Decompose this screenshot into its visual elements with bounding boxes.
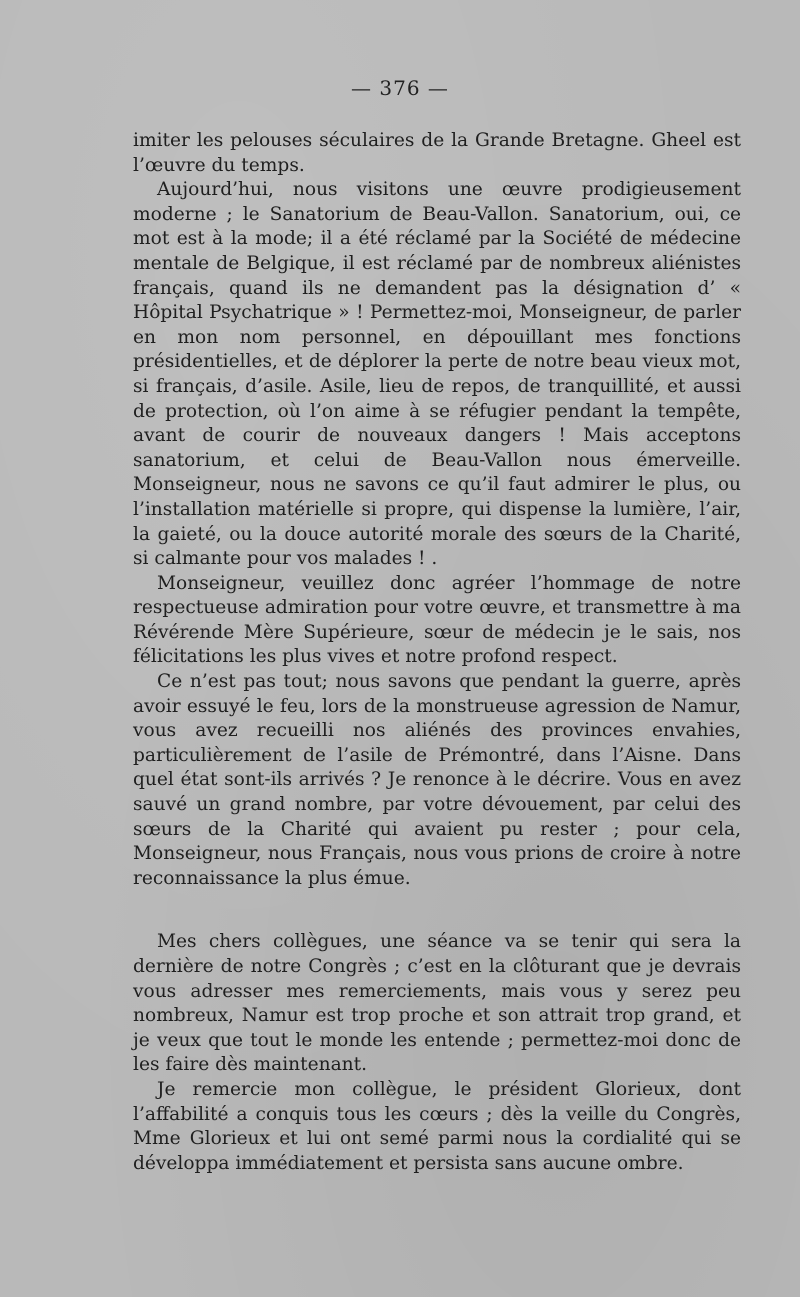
- paragraph: Je remercie mon collègue, le président Glorieux, dont l’affabilité a conquis tous les cœurs ; dès la veille du Congrès, Mme Glorieux et lui ont semé parmi nous la cordialité qui se développa immédiatement et persista sans aucune ombre.: [133, 1078, 741, 1174]
- paragraph: imiter les pelouses séculaires de la Grande Bretagne. Gheel est l’œuvre du temps.: [133, 130, 741, 176]
- section-gap: [133, 891, 741, 930]
- page-number: — 376 —: [351, 76, 449, 100]
- paragraph: Monseigneur, veuillez donc agréer l’hommage de notre respectueuse admiration pour votre œuvre, et transmettre à ma Révérende Mère Supérieure, sœur de médecin je le sais, nos félicitations les plus vives et notre profond respect.: [133, 572, 741, 668]
- body-text: [133, 129, 741, 1176]
- paragraph: Aujourd’hui, nous visitons une œuvre prodigieusement moderne ; le Sanatorium de Beau-Vallon. Sanatorium, oui, ce mot est à la mode; il a été réclamé par la Société de médecine mentale de Belgique, il est réclamé par de nombreux aliénistes français, quand ils ne demandent pas la désignation d’ « Hôpital Psychatrique » ! Permettez-moi, Monseigneur, de parler en mon nom personnel, en dépouillant mes fonctions présidentielles, et de déplorer la perte de notre beau vieux mot, si français, d’asile. Asile, lieu de repos, de tranquillité, et aussi de protection, où l’on aime à se réfugier pendant la tempête, avant de courir de nouveaux dangers ! Mais acceptons sanatorium, et celui de Beau-Vallon nous émerveille. Monseigneur, nous ne savons ce qu’il faut admirer le plus, ou l’installation matérielle si propre, qui dispense la lumière, l’air, la gaieté, ou la douce autorité morale des sœurs de la Charité, si calmante pour vos malades ! .: [133, 179, 741, 570]
- paragraph: Ce n’est pas tout; nous savons que pendant la guerre, après avoir essuyé le feu, lors de la monstrueuse agression de Namur, vous avez recueilli nos aliénés des provinces envahies, particulièrement de l’asile de Prémontré, dans l’Aisne. Dans quel état sont-ils arrivés ? Je renonce à le décrire. Vous en avez sauvé un grand nombre, par votre dévouement, par celui des sœurs de la Charité qui avaient pu rester ; pour cela, Monseigneur, nous Français, nous vous prions de croire à notre reconnaissance la plus émue.: [133, 671, 741, 889]
- paragraph: Mes chers collègues, une séance va se tenir qui sera la dernière de notre Congrès ; c’est en la clôturant que je devrais vous adresser mes remerciements, mais vous y serez peu nombreux, Namur est trop proche et son attrait trop grand, et je veux que tout le monde les entende ; permettez-moi donc de les faire dès maintenant.: [133, 931, 741, 1076]
